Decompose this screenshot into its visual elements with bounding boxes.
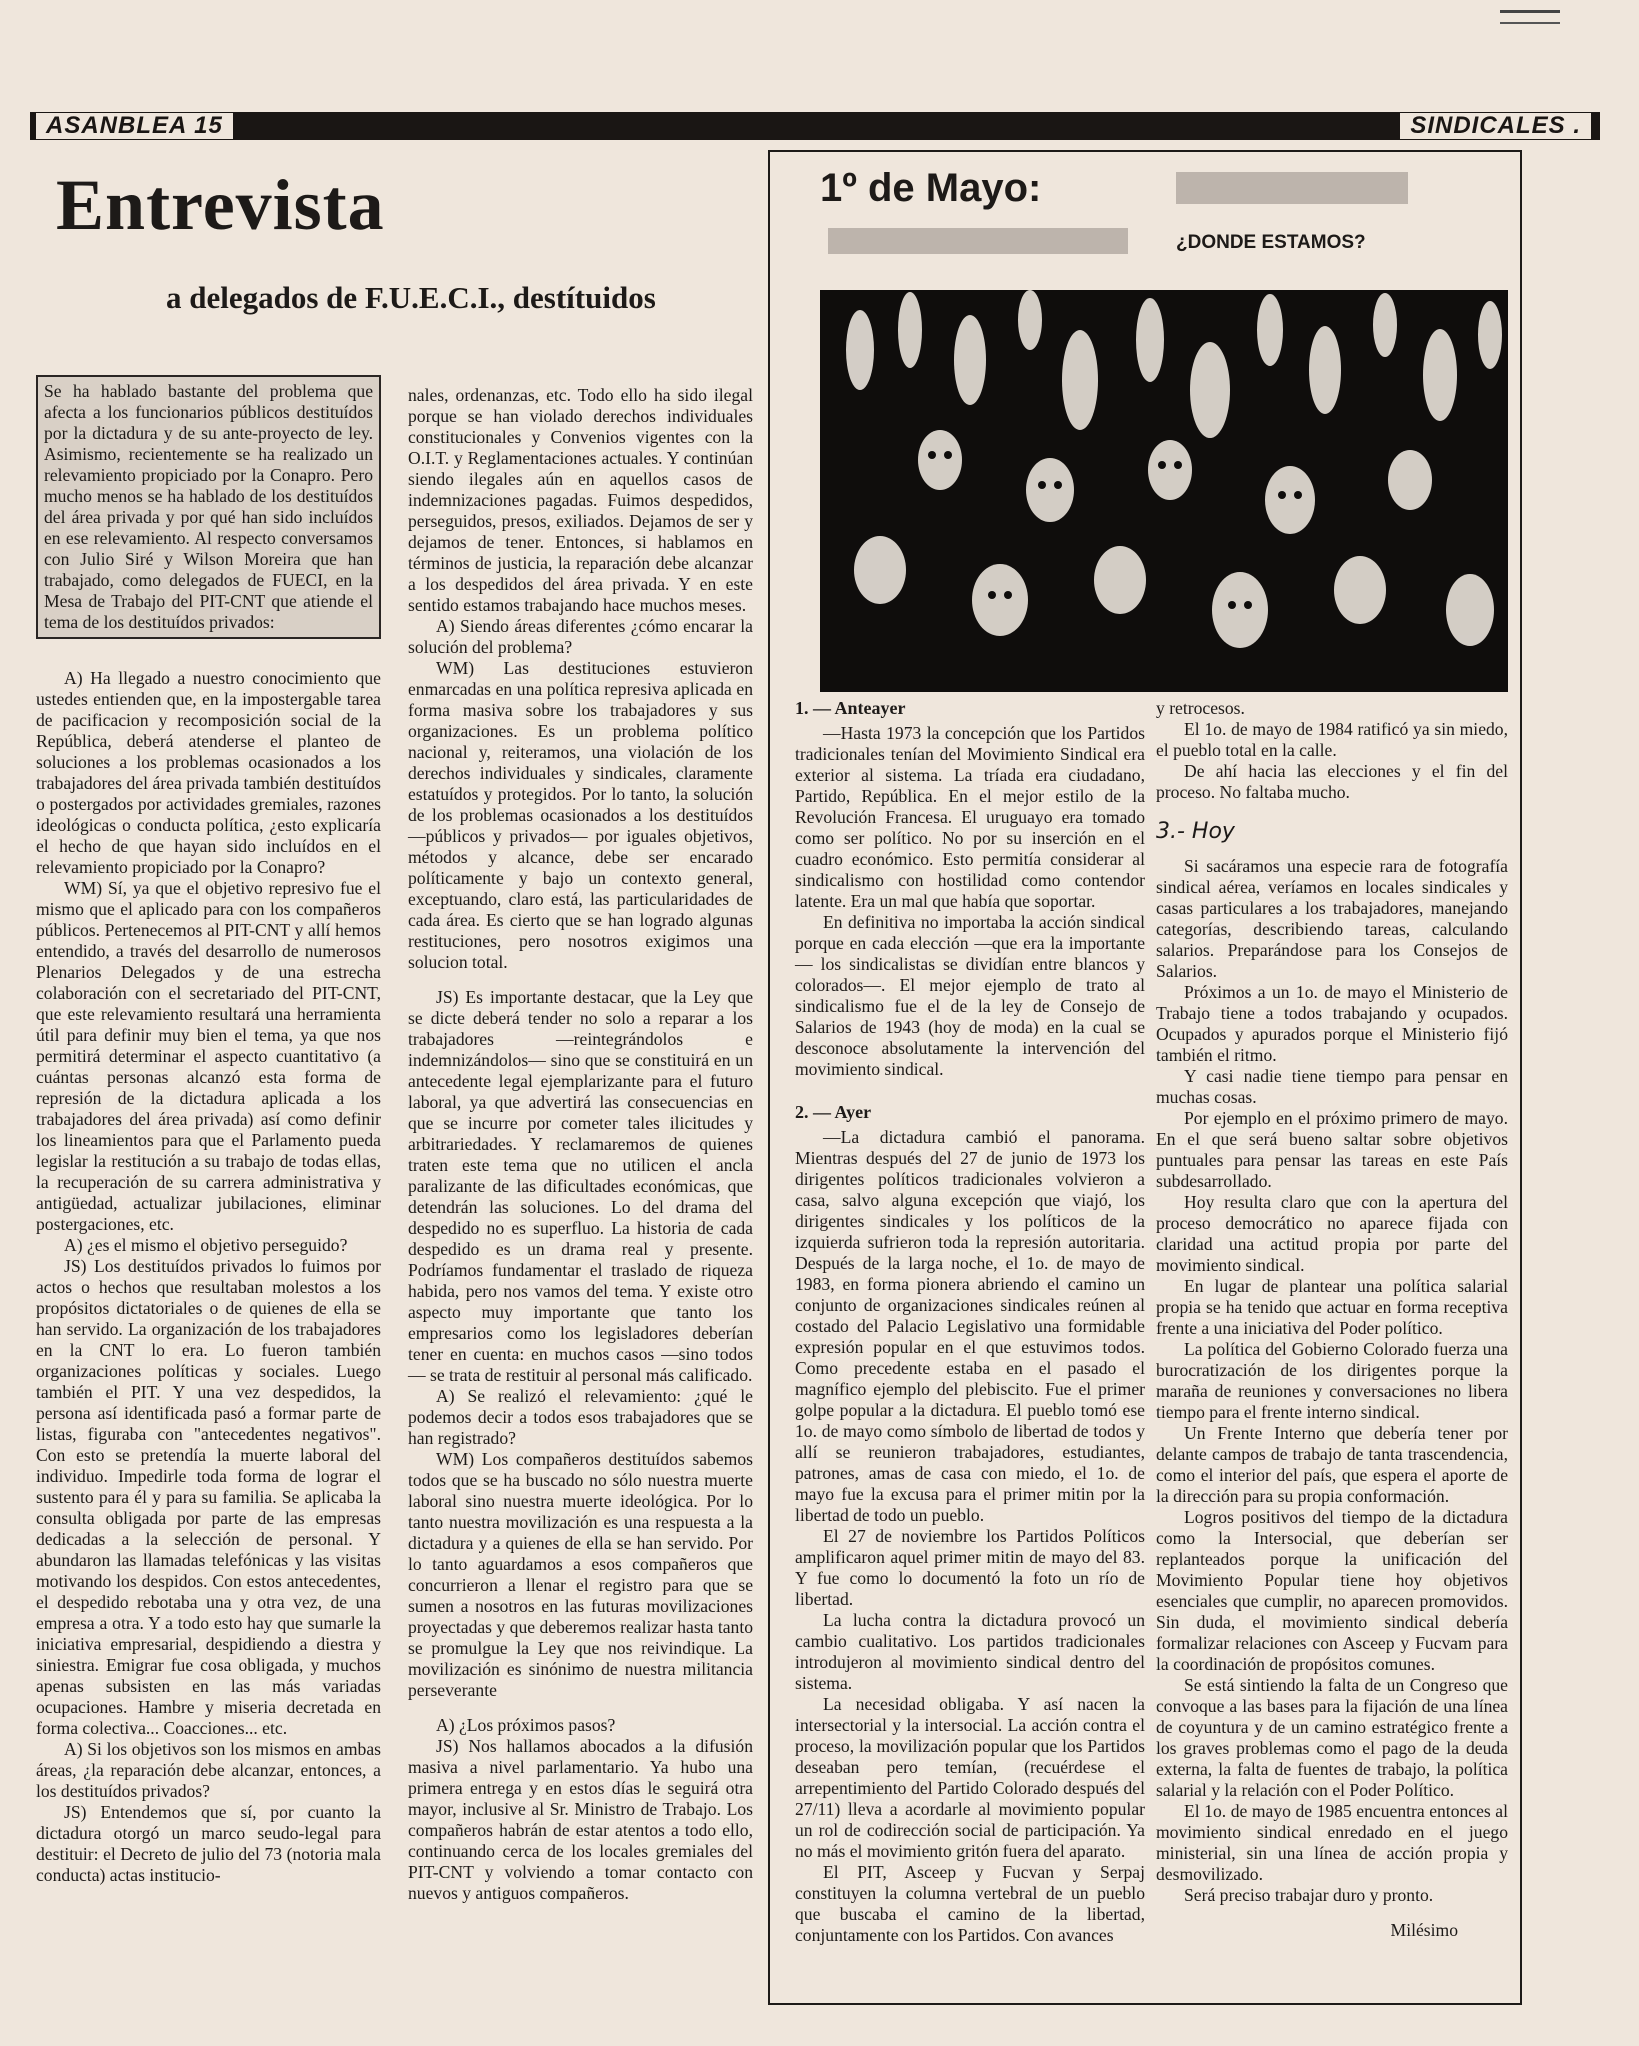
paragraph: —La dictadura cambió el panorama. Mientras después del 27 de junio de 1973 los dirigentes políticos tradicionales volvieron a casa, salvo alguna excepción que viajó, los dirigentes sindicales y los políticos de la izquierda sufrieron toda la represión autoritaria. Después de la larga noche, el 1o. de mayo de 1983, en forma pionera abriendo el camino un conjunto de organizaciones sindicales reúnen al costado del Palacio Legislativo una formidable expresión popular en el que estuvimos todos. Como precedente estaba en el pasado el magnífico ejemplo del plebiscito. Fue el primer golpe popular a la dictadura. El pueblo tomó ese 1o. de mayo como símbolo de libertad de todos y allí se reunieron trabajadores, estudiantes, patrones, amas de casa con miedo, el 1o. de mayo fue la excusa para el primer mitin por la libertad de todo un pueblo. <box>795 1127 1145 1525</box>
paragraph: La lucha contra la dictadura provocó un cambio cualitativo. Los partidos tradicionales introdujeron al movimiento sindical dentro del sistema. <box>795 1610 1145 1693</box>
paragraph: WM) Los compañeros destituídos sabemos todos que se ha buscado no sólo nuestra muerte laboral sino nuestra muerte ideológica. Por lo tanto nuestra movilización es una respuesta a la dictadura y a quienes de ella se han servido. Por lo tanto aguardamos a esos compañeros que concurrieron a llenar el registro para que se sumen a nosotros en las futuras movilizaciones proyectadas y que deberemos realizar hasta tanto se promulgue la Ley que nos reivindique. La movilización es sinónimo de nuestra militancia perseverante <box>408 1449 753 1700</box>
redacted-block <box>1176 172 1408 204</box>
paragraph: Un Frente Interno que debería tener por delante campos de trabajo de tanta trascendencia, como el interior del país, que espera el aporte de la dirección para su propia conformación. <box>1156 1423 1508 1506</box>
paragraph: El 27 de noviembre los Partidos Políticos amplificaron aquel primer mitin de mayo del 83. Y fue como lo documentó la foto un río de libertad. <box>795 1526 1145 1609</box>
paragraph: JS) Es importante destacar, que la Ley que se dicte deberá tender no solo a reparar a los trabajadores —reintegrándolos e indemnizándolos— sino que se constituirá en un antecedente legal ejemplarizante para el futuro laboral, ya que advertirá las consecuencias en que se incurre por cometer tales ilicitudes y arbitrariedades. Y reclamaremos de quienes traten este tema que no utilicen el ancla paralizante de las dificultades económicas, que detendrán las soluciones. Lo del drama del despedido no es superfluo. La historia de cada despedido es un drama real y presente. Podríamos fundamentar el traslado de riqueza habida, pero nos vamos del tema. Y existe otro aspecto muy importante que tanto los empresarios como los legisladores deberían tener en cuenta: en muchos casos —sino todos— se trata de restituir al personal más calificado. <box>408 987 753 1385</box>
paragraph: Logros positivos del tiempo de la dictadura como la Intersocial, que deberían ser replanteados porque la unificación del Movimiento Popular tiene hoy objetivos esenciales que cumplir, no aparecen promovidos. Sin duda, el movimiento sindical debería formalizar relaciones con Asceep y Fucvam para la coordinación de propósitos comunes. <box>1156 1507 1508 1674</box>
paragraph: Y casi nadie tiene tiempo para pensar en muchas cosas. <box>1156 1066 1508 1107</box>
paragraph: Próximos a un 1o. de mayo el Ministerio de Trabajo tiene a todos trabajando y ocupados. Ocupados y apurados porque el Ministerio fijó también el ritmo. <box>1156 982 1508 1065</box>
paragraph: El 1o. de mayo de 1984 ratificó ya sin miedo, el pueblo total en la calle. <box>1156 719 1508 760</box>
redacted-block <box>828 228 1128 254</box>
paragraph: A) ¿es el mismo el objetivo perseguido? <box>64 1235 348 1255</box>
paragraph: —Hasta 1973 la concepción que los Partidos tradicionales tenían del Movimiento Sindical era exterior al sistema. La tríada era ciudadano, Partido, República. En el mejor estilo de la Revolución Francesa. El uruguayo era tomado como ser político. No por su inserción en el cuadro económico. Esto permitía considerar al sindicalismo con hostilidad como contendor latente. Era un mal que había que soportar. <box>795 723 1145 911</box>
section-heading: 3.- Hoy <box>1156 819 1235 844</box>
article-column-2 <box>408 385 753 1904</box>
mayo-kicker: ¿DONDE ESTAMOS? <box>1176 232 1366 253</box>
edge-mark <box>1500 10 1560 13</box>
paragraph: JS) Nos hallamos abocados a la difusión masiva a nivel parlamentario. Ya hubo una primera entrega y en estos días le seguirá otra mayor, inclusive al Sr. Ministro de Trabajo. Los compañeros habrán de estar atentos a todo ello, continuando cerca de los locales gremiales del PIT-CNT y volviendo a tomar contacto con nuevos y antiguos compañeros. <box>408 1736 753 1903</box>
paragraph: Si sacáramos una especie rara de fotografía sindical aérea, veríamos en locales sindicales y casas particulares a los trabajadores, manejando categorías, describiendo tareas, calculando salarios. Preparándose para los Consejos de Salarios. <box>1156 856 1508 981</box>
paragraph: WM) Las destituciones estuvieron enmarcadas en una política represiva aplicada en forma masiva sobre los trabajadores y sus organizaciones. Es un problema político nacional y, reiteramos, una violación de los derechos individuales y sindicales, claramente estatuídos y protegidos. Por lo tanto, la solución de los problemas ocasionados a los destituídos —públicos y privados— por iguales objetivos, métodos y alcance, debe ser encarado políticamente y bajo un contexto general, exceptuando, claro está, las particularidades de cada área. Es cierto que se han logrado algunas restituciones, pero nosotros exigimos una solucion total. <box>408 658 753 972</box>
intro-box <box>36 375 381 639</box>
section-heading: 1. — Anteayer <box>795 698 906 718</box>
paragraph: El PIT, Asceep y Fucvan y Serpaj constituyen la columna vertebral de un pueblo que buscaba el camino de la libertad, conjuntamente con los Partidos. Con avances <box>795 1862 1145 1945</box>
author-signature: Milésimo <box>1390 1920 1458 1940</box>
article-column-1 <box>36 668 381 1886</box>
paragraph: JS) Entendemos que sí, por cuanto la dictadura otorgó un marco seudo-legal para destituir: el Decreto de julio del 73 (notoria mala conducta) actas institucio- <box>36 1802 381 1885</box>
paragraph: El 1o. de mayo de 1985 encuentra entonces al movimiento sindical enredado en el juego ministerial, sin una línea de acción propia y desmovilizado. <box>1156 1801 1508 1884</box>
paragraph: La necesidad obligaba. Y así nacen la intersectorial y la intersocial. La acción contra el proceso, la movilización popular que los Partidos deseaban pero temían, (recuérdese el arrepentimiento del Partido Colorado después del 27/11) lleva a acordarle al movimiento popular un rol de codirección social de participación. Ya no más el movimiento gritón fuera del aparato. <box>795 1694 1145 1861</box>
intro-text: Se ha hablado bastante del problema que afecta a los funcionarios públicos destituídos por la dictadura y de su ante-proyecto de ley. Asimismo, recientemente se ha realizado un relevamiento propiciado por la Conapro. Pero mucho menos se ha hablado de los destituídos del área privada y por qué han sido incluídos en ese relevamiento. Al respecto conversamos con Julio Siré y Wilson Moreira que han trabajado, como delegados de FUECI, en la Mesa de Trabajo del PIT-CNT que atiende el tema de los destituídos privados: <box>44 381 373 632</box>
paragraph: A) Siendo áreas diferentes ¿cómo encarar la solución del problema? <box>408 616 753 657</box>
paragraph: A) Ha llegado a nuestro conocimiento que ustedes entienden que, en la impostergable tarea de pacificacion y recomposición social de la República, deberá atenderse el planteo de soluciones a los problemas ocasionados a los trabajadores del área privada también destituídos o postergados por actividades gremiales, razones ideológicas o conducta política, ¿esto explicaría el hecho de que hayan sido incluídos en el relevamiento propiciado por la Conapro? <box>36 668 381 877</box>
paragraph: Será preciso trabajar duro y pronto. <box>1184 1885 1434 1905</box>
article-subtitle: a delegados de F.U.E.C.I., destítuidos <box>166 280 656 315</box>
crowd-photo-image <box>820 290 1508 692</box>
paragraph: Se está sintiendo la falta de un Congreso que convoque a las bases para la fijación de una línea de coyuntura y de un camino estratégico frente a los graves problemas como el pago de la deuda externa, la falta de fuentes de trabajo, la política salarial y la relación con el Poder Político. <box>1156 1675 1508 1800</box>
paragraph: Hoy resulta claro que con la apertura del proceso democrático no aparece fijada con claridad una actitud propia por parte del movimiento sindical. <box>1156 1192 1508 1275</box>
edge-mark <box>1500 22 1560 24</box>
paragraph: WM) Sí, ya que el objetivo represivo fue el mismo que el aplicado para con los compañeros públicos. Pertenecemos al PIT-CNT y allí hemos entendido, a través del desarrollo de numerosos Plenarios Delegados y de una estrecha colaboración con el secretariado del PIT-CNT, que este relevamiento resultará una herramienta útil para definir muy bien el tema, ya que nos permitirá determinar el aspecto cuantitativo (a cuántas personas alcanzó esta forma de represión de la dictadura aplicada a los trabajadores del área privada) así como definir los lineamientos para que el Parlamento pueda legislar la restitución a su trabajo de todas ellas, la recuperación de su carrera administrativa y antigüedad, actualizar jubilaciones, eliminar postergaciones, etc. <box>36 878 381 1234</box>
paragraph: En definitiva no importaba la acción sindical porque en cada elección —que era la importante— los sindicalistas se dividían entre blancos y colorados—. El mejor ejemplo de trato al sindicalismo fue el de la ley de Consejo de Salarios de 1943 (hoy de moda) en la cual se desconoce absolutamente la intervención del movimiento sindical. <box>795 912 1145 1079</box>
mayo-column-2 <box>1156 690 1508 1941</box>
paragraph: La política del Gobierno Colorado fuerza una burocratización de los dirigentes porque la maraña de reuniones y conversaciones no libera tiempo para el frente interno sindical. <box>1156 1339 1508 1422</box>
paragraph: A) ¿Los próximos pasos? <box>436 1715 616 1735</box>
paragraph: Por ejemplo en el próximo primero de mayo. En el que será bueno saltar sobre objetivos puntuales para pensar las tareas en este País subdesarrollado. <box>1156 1108 1508 1191</box>
header-right: SINDICALES . <box>1400 113 1591 139</box>
paragraph: De ahí hacia las elecciones y el fin del proceso. No faltaba mucho. <box>1156 761 1508 802</box>
paragraph: nales, ordenanzas, etc. Todo ello ha sido ilegal porque se han violado derechos individuales constitucionales y Convenios vigentes con la O.I.T. y Reglamentaciones actuales. Y continúan siendo ilegales aún en aquellos casos de indemnizaciones pagadas. Fuimos despedidos, perseguidos, presos, exiliados. Dejamos de ser y dejamos de tener. Entonces, si hablamos en términos de justicia, la reparación debe alcanzar a los despedidos del área privada. Y en este sentido estamos trabajando hace muchos meses. <box>408 385 753 615</box>
paragraph: y retrocesos. <box>1156 698 1245 718</box>
paragraph: A) Si los objetivos son los mismos en ambas áreas, ¿la reparación debe alcanzar, entonces, a los destituídos privados? <box>36 1739 381 1801</box>
section-heading: 2. — Ayer <box>795 1102 872 1122</box>
crowd-photo <box>820 290 1508 692</box>
mayo-column-1 <box>795 690 1145 1946</box>
paragraph: JS) Los destituídos privados lo fuimos por actos o hechos que resultaban molestos a los propósitos dictatoriales o de quienes de ella se han servido. La organización de los trabajadores en la CNT lo era. Lo fueron también organizaciones políticas y sociales. Luego también el PIT. Y una vez despedidos, la persona así identificada pasó a formar parte de listas, figuraba con "antecedentes negativos". Con esto se pretendía la muerte laboral del individuo. Impedirle toda forma de lograr el sustento para él y para su familia. Se aplicaba la consulta obligada por parte de las empresas dedicadas a la selección de personal. Y abundaron las llamadas telefónicas y las visitas motivando los despidos. Con estos antecedentes, el despedido rebotaba una y otra vez, de una empresa a otra. Y a todo esto hay que sumarle la iniciativa empresarial, despidiendo a diestra y siniestra. Emigrar fue cosa obligada, y muchos apenas subsisten en las más variadas ocupaciones. Hambre y miseria decretada en forma colectiva... Coacciones... etc. <box>36 1256 381 1738</box>
paragraph: A) Se realizó el relevamiento: ¿qué le podemos decir a todos esos trabajadores que se han registrado? <box>408 1386 753 1448</box>
mayo-title: 1º de Mayo: <box>820 166 1042 210</box>
header-left: ASANBLEA 15 <box>36 113 233 139</box>
paragraph: En lugar de plantear una política salarial propia se ha tenido que actuar en forma receptiva frente a una iniciativa del Poder político. <box>1156 1276 1508 1338</box>
article-title: Entrevista <box>56 165 385 245</box>
page-header-bar <box>30 112 1600 140</box>
